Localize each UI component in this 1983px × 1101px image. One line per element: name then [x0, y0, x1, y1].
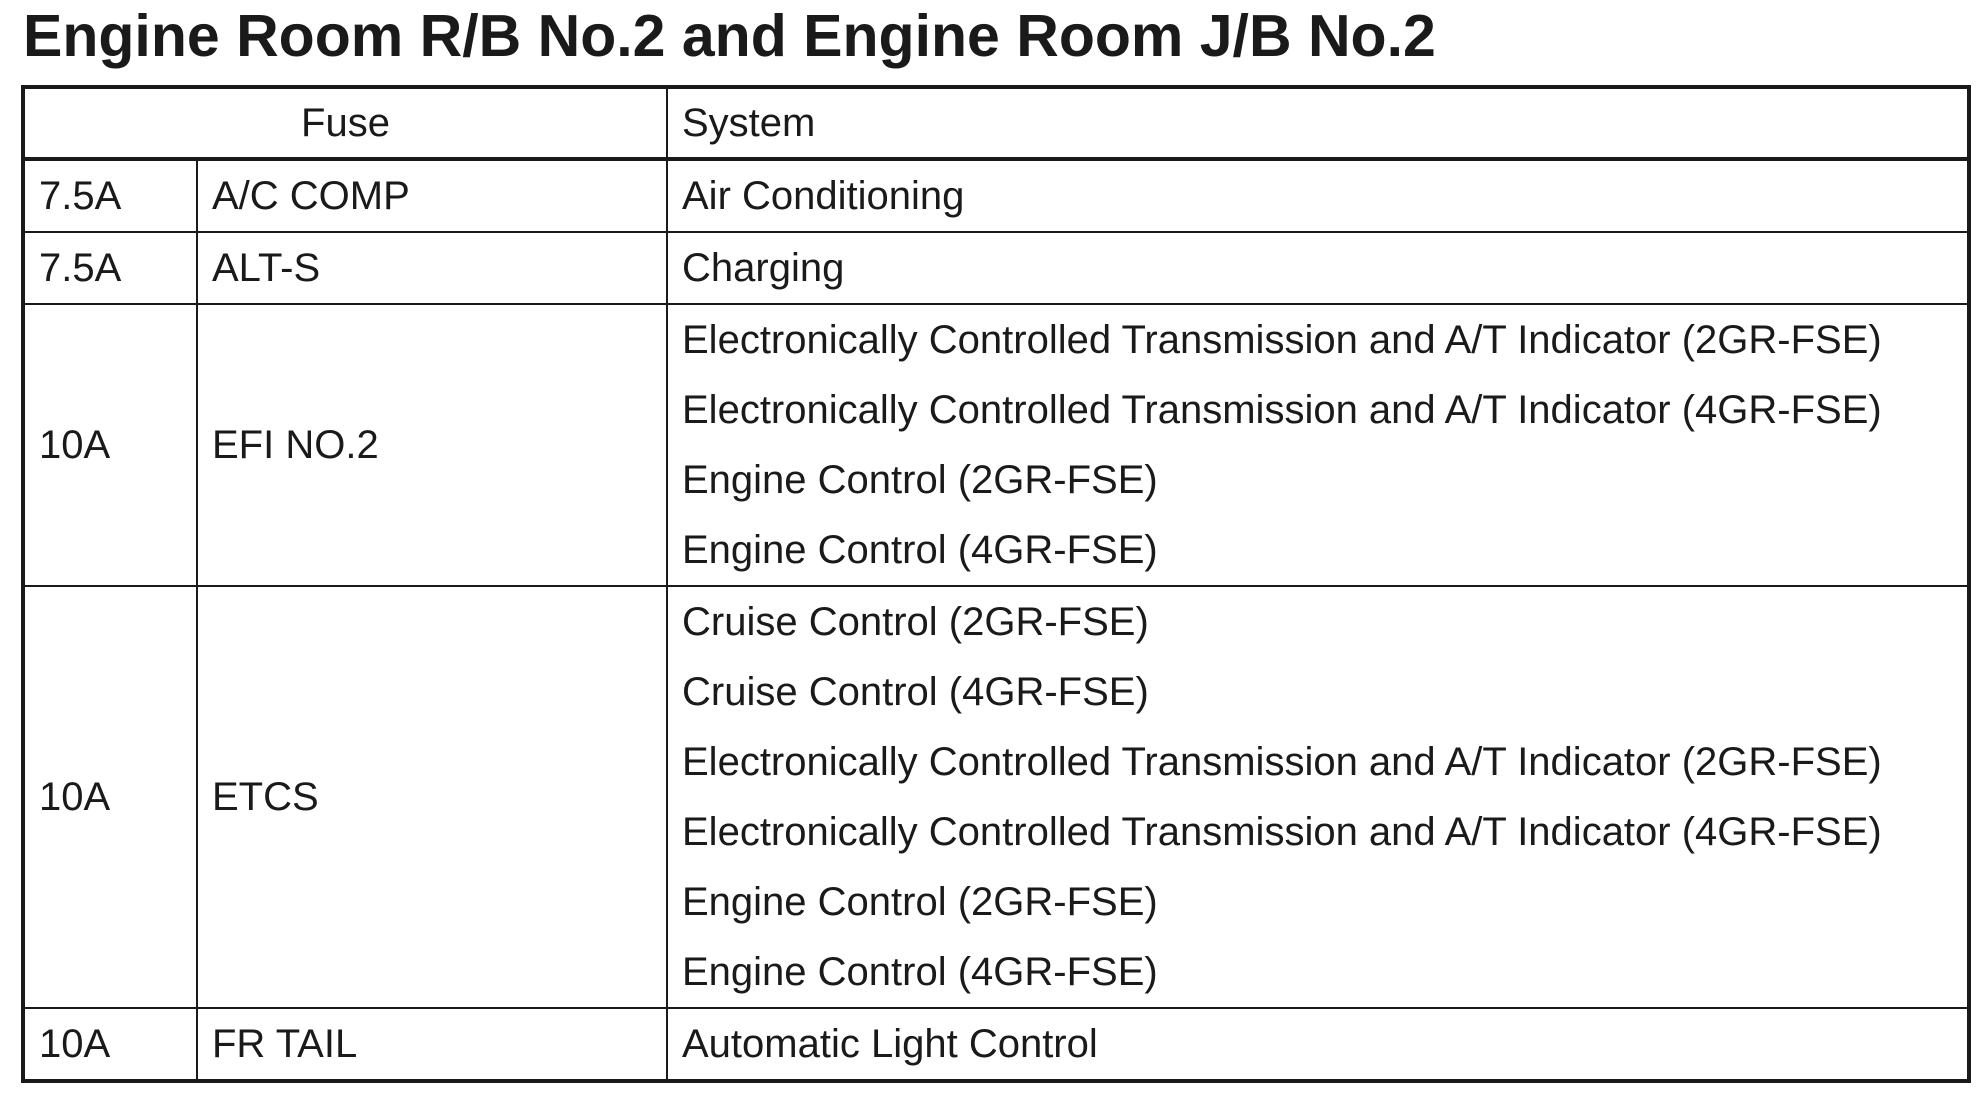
table-row	[23, 586, 1969, 1008]
system-item: Cruise Control (2GR-FSE)	[682, 600, 1149, 644]
fuse-systems	[667, 1008, 1969, 1081]
fuse-table	[21, 85, 1971, 1083]
fuse-amperage: 7.5A	[23, 159, 197, 232]
fuse-systems	[667, 232, 1969, 304]
header-fuse: Fuse	[23, 87, 667, 159]
system-item: Cruise Control (4GR-FSE)	[682, 670, 1149, 714]
header-system: System	[667, 87, 1969, 159]
fuse-amperage: 10A	[23, 304, 197, 586]
fuse-amperage: 7.5A	[23, 232, 197, 304]
system-item: Charging	[682, 246, 845, 290]
system-item: Electronically Controlled Transmission and A/T Indicator (2GR-FSE)	[682, 318, 1882, 362]
system-item: Electronically Controlled Transmission and A/T Indicator (4GR-FSE)	[682, 810, 1882, 854]
fuse-systems	[667, 586, 1969, 1008]
system-item: Engine Control (4GR-FSE)	[682, 950, 1158, 994]
fuse-name: A/C COMP	[197, 159, 667, 232]
fuse-name: ALT-S	[197, 232, 667, 304]
table-row	[23, 232, 1969, 304]
system-item: Automatic Light Control	[682, 1022, 1098, 1066]
system-item: Air Conditioning	[682, 174, 965, 218]
fuse-systems	[667, 159, 1969, 232]
fuse-amperage: 10A	[23, 1008, 197, 1081]
fuse-systems	[667, 304, 1969, 586]
system-item: Engine Control (4GR-FSE)	[682, 528, 1158, 572]
system-item: Engine Control (2GR-FSE)	[682, 880, 1158, 924]
system-item: Electronically Controlled Transmission and A/T Indicator (2GR-FSE)	[682, 740, 1882, 784]
fuse-name: ETCS	[197, 586, 667, 1008]
table-header-row	[23, 87, 1969, 159]
system-item: Engine Control (2GR-FSE)	[682, 458, 1158, 502]
table-row	[23, 159, 1969, 232]
system-item: Electronically Controlled Transmission and A/T Indicator (4GR-FSE)	[682, 388, 1882, 432]
fuse-amperage: 10A	[23, 586, 197, 1008]
fuse-name: FR TAIL	[197, 1008, 667, 1081]
table-row	[23, 304, 1969, 586]
fuse-name: EFI NO.2	[197, 304, 667, 586]
table-row	[23, 1008, 1969, 1081]
page-title: Engine Room R/B No.2 and Engine Room J/B No.2	[23, 3, 1436, 69]
